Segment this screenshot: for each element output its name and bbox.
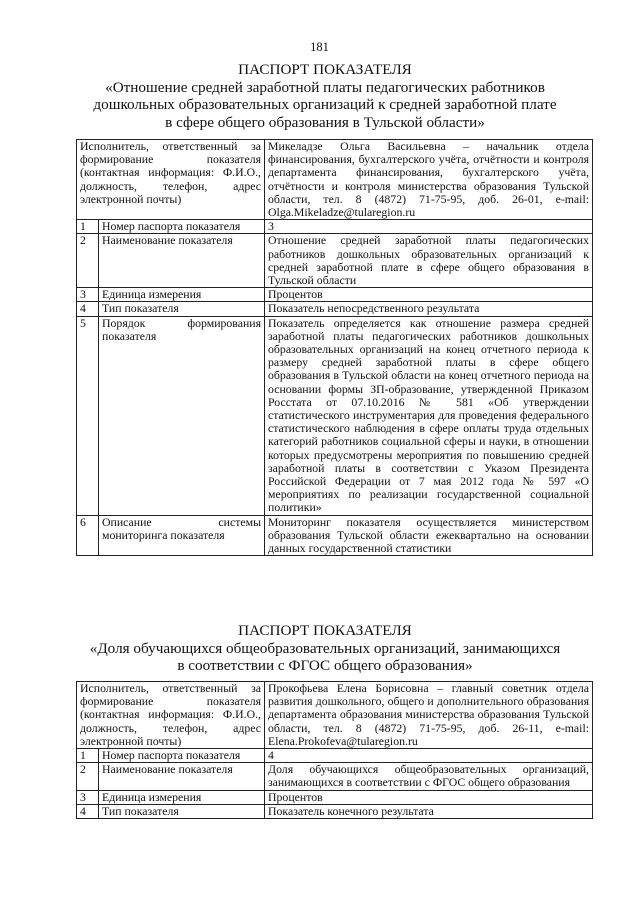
passport-2-table	[76, 681, 593, 819]
row-label: Номер паспорта показателя	[99, 220, 265, 234]
executor-label: Исполнитель, ответственный за формирование показателя (контактная информация: Ф.И.О., должность, телефон, адрес электронной почты)	[77, 682, 265, 749]
row-number: 3	[77, 288, 99, 302]
row-label: Порядок формирования показателя	[99, 316, 265, 515]
table-row	[77, 763, 593, 790]
passport-1-table	[76, 139, 593, 556]
row-number: 6	[77, 515, 99, 556]
row-value: Показатель конечного результата	[265, 804, 593, 818]
table-row	[77, 316, 593, 515]
row-value: Доля обучающихся общеобразовательных организаций, занимающихся в соответствии с ФГОС общего образования	[265, 763, 593, 790]
table-row	[77, 288, 593, 302]
row-number: 2	[77, 234, 99, 288]
row-value: 3	[265, 220, 593, 234]
page-number: 181	[310, 40, 329, 54]
row-label: Описание системы мониторинга показателя	[99, 515, 265, 556]
row-value: Отношение средней заработной платы педагогических работников дошкольных образовательных организаций к средней заработной плате в сфере общего образования в Тульской области	[265, 234, 593, 288]
table-row	[77, 220, 593, 234]
row-label: Тип показателя	[99, 804, 265, 818]
table-row	[77, 749, 593, 763]
row-label: Единица измерения	[99, 790, 265, 804]
table-row	[77, 140, 593, 220]
passport-1-title-line: «Отношение средней заработной платы педагогических работников	[105, 78, 545, 96]
table-row	[77, 682, 593, 749]
row-value: Показатель определяется как отношение размера средней заработной платы педагогических работников дошкольных образовательных организаций на конец отчетного периода к размеру средней заработной платы в сфере общего образования в Тульской области на конец отчетного периода на основании формы ЗП-образование, утвержденной Приказом Росстата от 07.10.2016 № 581 «Об утверждении статистического инструментария для проведения федерального статистического наблюдения в сфере оплаты труда отдельных категорий работников социальной сферы и науки, в отношении которых предусмотрены мероприятия по повышению средней заработной платы в соответствии с Указом Президента Российской Федерации от 7 мая 2012 года № 597 «О мероприятиях по реализации государственной социальной политики»	[265, 316, 593, 515]
table-row	[77, 804, 593, 818]
row-number: 4	[77, 302, 99, 316]
passport-1-heading: ПАСПОРТ ПОКАЗАТЕЛЯ	[238, 61, 412, 78]
row-number: 1	[77, 749, 99, 763]
table-row	[77, 234, 593, 288]
table-row	[77, 790, 593, 804]
executor-label: Исполнитель, ответственный за формирование показателя (контактная информация: Ф.И.О., должность, телефон, адрес электронной почты)	[77, 140, 265, 220]
executor-value: Микеладзе Ольга Васильевна – начальник отдела финансирования, бухгалтерского учёта, отчётности и контроля департамента финансирования, бухгалтерского учёта, отчётности и контроля министерства образования Тульской области, тел. 8 (4872) 71-75-95, доб. 26-01, e-mail: Olga.Mikeladze@tularegion.ru	[265, 140, 593, 220]
passport-1-title	[60, 61, 590, 131]
row-label: Наименование показателя	[99, 234, 265, 288]
row-number: 3	[77, 790, 99, 804]
row-label: Наименование показателя	[99, 763, 265, 790]
passport-2-title	[60, 622, 590, 675]
table-row	[77, 302, 593, 316]
row-number: 1	[77, 220, 99, 234]
passport-2-title-line: в соответствии с ФГОС общего образования»	[177, 657, 473, 674]
row-value: 4	[265, 749, 593, 763]
row-value: Показатель непосредственного результата	[265, 302, 593, 316]
passport-1-title-line: в сфере общего образования в Тульской области»	[165, 113, 485, 131]
row-value: Процентов	[265, 790, 593, 804]
passport-1-title-line: дошкольных образовательных организаций к средней заработной плате	[93, 96, 557, 113]
row-label: Тип показателя	[99, 302, 265, 316]
row-value: Процентов	[265, 288, 593, 302]
passport-2-title-line: «Доля обучающихся общеобразовательных организаций, занимающихся	[89, 639, 561, 657]
table-row	[77, 515, 593, 556]
row-value: Мониторинг показателя осуществляется министерством образования Тульской области ежеквартально на основании данных государственной статистики	[265, 515, 593, 556]
row-number: 4	[77, 804, 99, 818]
passport-2-heading: ПАСПОРТ ПОКАЗАТЕЛЯ	[238, 622, 412, 639]
row-label: Номер паспорта показателя	[99, 749, 265, 763]
row-label: Единица измерения	[99, 288, 265, 302]
row-number: 5	[77, 316, 99, 515]
executor-value: Прокофьева Елена Борисовна – главный советник отдела развития дошкольного, общего и дополнительного образования департамента образования министерства образования Тульской области, тел. 8 (4872) 71-75-95, доб. 26-11, e-mail: Elena.Prokofeva@tularegion.ru	[265, 682, 593, 749]
row-number: 2	[77, 763, 99, 790]
